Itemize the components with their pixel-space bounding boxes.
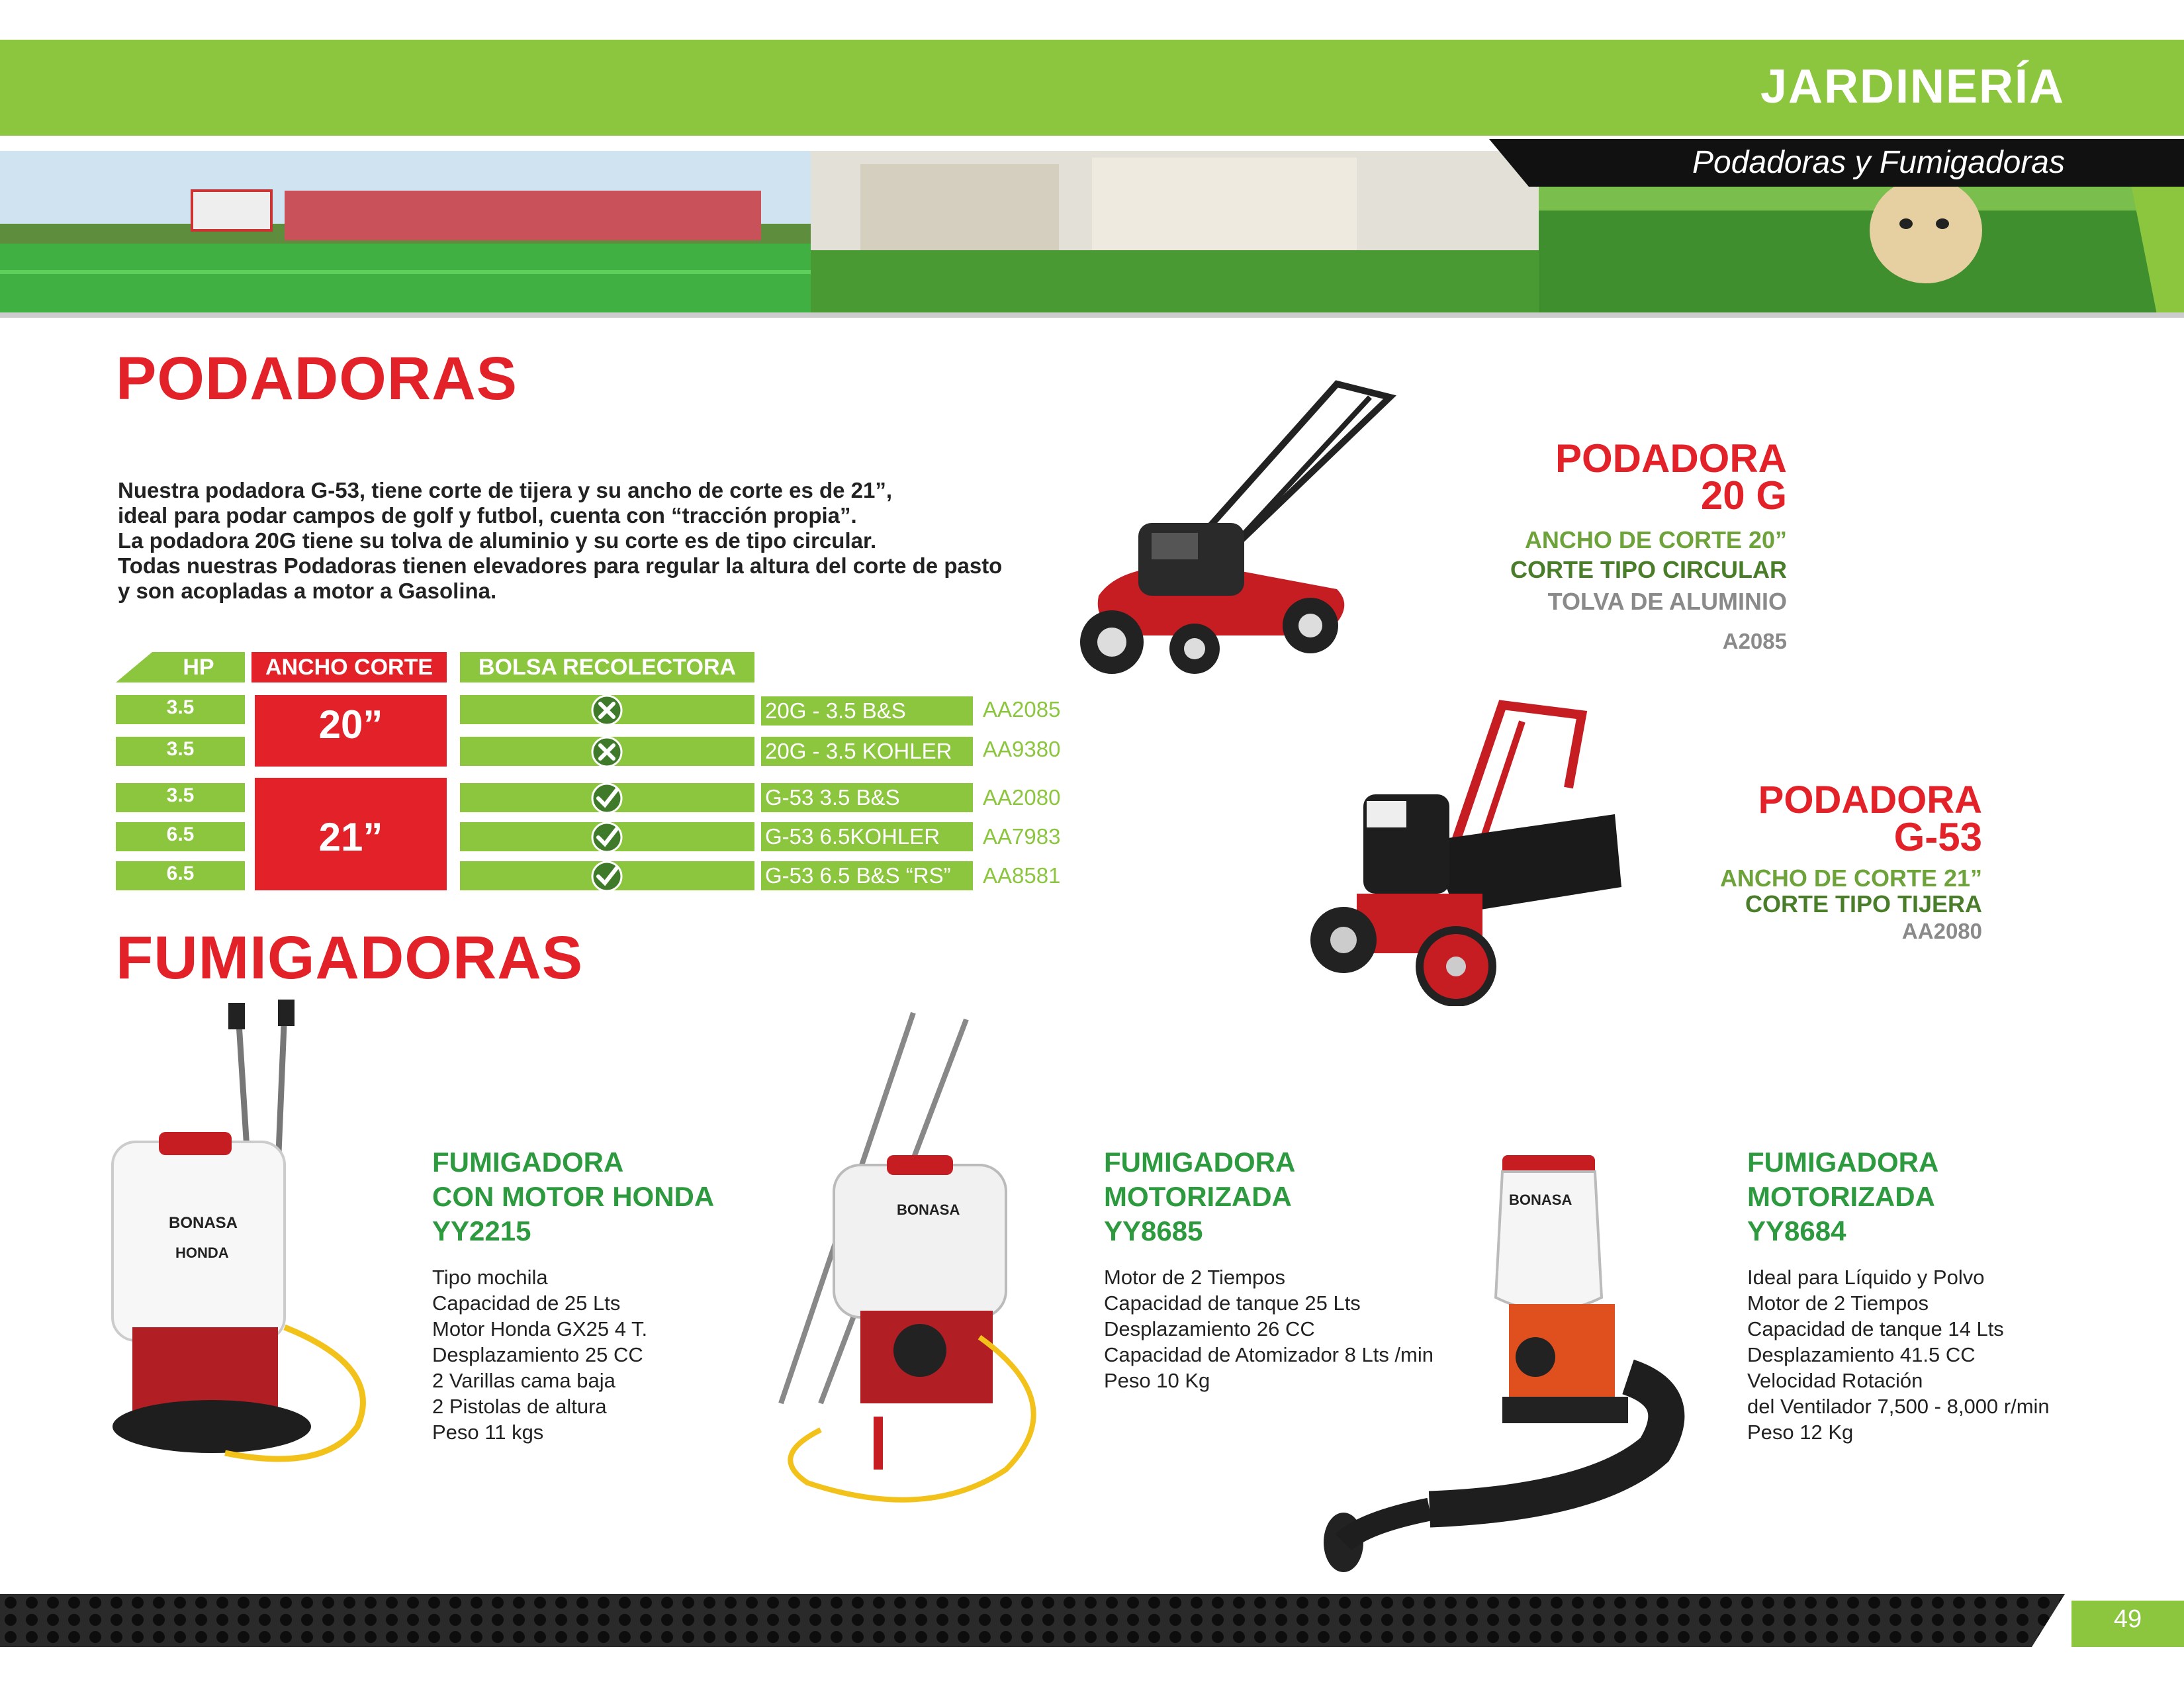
table-cell-code: AA2080 [983, 785, 1061, 810]
spec-line: Peso 11 kgs [432, 1421, 544, 1444]
brand-label: HONDA [175, 1244, 229, 1261]
table-cell-model: 20G - 3.5 KOHLER [761, 737, 973, 766]
page-number: 49 [2113, 1605, 2142, 1633]
table-header-width: ANCHO CORTE [251, 652, 447, 682]
spec-line: Ideal para Líquido y Polvo [1747, 1266, 1985, 1289]
table-cell-model: G-53 6.5KOHLER [761, 822, 973, 851]
product-code: YY8684 [1747, 1215, 1846, 1246]
brand-label: BONASA [1509, 1192, 1572, 1208]
product-title: PODADORA [1555, 436, 1787, 481]
table-cell-hp: 3.5 [116, 695, 245, 724]
spec-line: Motor Honda GX25 4 T. [432, 1317, 648, 1340]
spec-line: Capacidad de 25 Lts [432, 1291, 621, 1315]
table-cell-code: AA2085 [983, 697, 1061, 722]
intro-line: Todas nuestras Podadoras tienen elevadores para regular la altura del corte de pasto [118, 553, 1003, 578]
product-code: A2085 [1722, 629, 1787, 653]
spec-line: 2 Varillas cama baja [432, 1369, 615, 1392]
section-title: JARDINERÍA [1760, 60, 2065, 113]
sprayer-atomizer-image [1310, 1132, 1707, 1589]
spec-line: Desplazamiento 25 CC [432, 1343, 643, 1366]
check-icon [590, 782, 623, 815]
product-title [1747, 1145, 1938, 1248]
product-code: YY8685 [1104, 1215, 1203, 1246]
spec-line: Capacidad de Atomizador 8 Lts /min [1104, 1343, 1433, 1366]
table-cell-hp: 6.5 [116, 861, 245, 890]
table-cell-width: 20” [255, 695, 447, 767]
mower-g53-image [1304, 695, 1635, 1006]
product-specs [1747, 1264, 2050, 1445]
product-spec: CORTE TIPO TIJERA [1745, 890, 1982, 917]
table-cell-model: G-53 3.5 B&S [761, 783, 973, 812]
spec-line: Motor de 2 Tiempos [1747, 1291, 1929, 1315]
spec-line: Capacidad de tanque 14 Lts [1747, 1317, 2004, 1340]
product-title [432, 1145, 714, 1248]
brand-label: BONASA [169, 1214, 238, 1232]
spec-line: del Ventilador 7,500 - 8,000 r/min [1747, 1395, 2050, 1418]
spec-line: Tipo mochila [432, 1266, 548, 1289]
table-cell-width: 21” [255, 778, 447, 890]
product-spec: CORTE TIPO CIRCULAR [1510, 556, 1787, 583]
product-spec: TOLVA DE ALUMINIO [1547, 588, 1787, 615]
section-subtitle: Podadoras y Fumigadoras [1692, 145, 2065, 180]
spec-line: 2 Pistolas de altura [432, 1395, 607, 1418]
table-cell-code: AA9380 [983, 737, 1061, 761]
table-cell-hp: 6.5 [116, 822, 245, 851]
product-title-line: FUMIGADORA [432, 1147, 624, 1178]
table-cell-model: G-53 6.5 B&S “RS” [761, 861, 973, 890]
check-icon [590, 821, 623, 854]
product-title: PODADORA [1758, 778, 1982, 821]
product-spec: ANCHO DE CORTE 21” [1719, 865, 1982, 892]
intro-line: y son acopladas a motor a Gasolina. [118, 579, 497, 603]
product-model: G-53 [1893, 815, 1982, 859]
table-cell-hp: 3.5 [116, 783, 245, 812]
cross-icon [590, 694, 623, 727]
product-model: 20 G [1700, 473, 1787, 518]
fumigadoras-heading: FUMIGADORAS [116, 924, 584, 992]
footer-bar [0, 1594, 2065, 1647]
table-cell-model: 20G - 3.5 B&S [761, 696, 973, 726]
table-header-hp: HP [183, 655, 214, 680]
product-title-line: FUMIGADORA [1104, 1147, 1296, 1178]
table-cell-code: AA7983 [983, 824, 1061, 849]
podadoras-heading: PODADORAS [116, 345, 518, 412]
sprayer-honda-image [106, 996, 384, 1473]
product-title-line: CON MOTOR HONDA [432, 1181, 715, 1212]
spec-line: Capacidad de tanque 25 Lts [1104, 1291, 1361, 1315]
table-cell-hp: 3.5 [116, 737, 245, 766]
cross-icon [590, 735, 623, 769]
spec-line: Desplazamiento 26 CC [1104, 1317, 1315, 1340]
table-header-bag: BOLSA RECOLECTORA [460, 652, 754, 682]
table-cell-code: AA8581 [983, 863, 1061, 888]
mower-20g-image [1059, 371, 1476, 675]
product-title-line: FUMIGADORA [1747, 1147, 1939, 1178]
spec-line: Desplazamiento 41.5 CC [1747, 1343, 1976, 1366]
brand-label: BONASA [897, 1201, 960, 1218]
product-specs [432, 1264, 647, 1445]
intro-line: ideal para podar campos de golf y futbol, cuenta con “tracción propia”. [118, 503, 857, 528]
product-code: AA2080 [1901, 919, 1982, 943]
product-code: YY2215 [432, 1215, 531, 1246]
product-title-line: MOTORIZADA [1104, 1181, 1292, 1212]
product-spec: ANCHO DE CORTE 20” [1524, 526, 1787, 553]
podadoras-intro [118, 478, 1044, 604]
sprayer-motorizada-image [728, 1006, 1072, 1536]
spec-line: Motor de 2 Tiempos [1104, 1266, 1285, 1289]
spec-line: Peso 12 Kg [1747, 1421, 1854, 1444]
product-title [1104, 1145, 1295, 1248]
spec-line: Peso 10 Kg [1104, 1369, 1210, 1392]
product-title-line: MOTORIZADA [1747, 1181, 1935, 1212]
spec-line: Velocidad Rotación [1747, 1369, 1923, 1392]
intro-line: Nuestra podadora G-53, tiene corte de tijera y su ancho de corte es de 21”, [118, 478, 893, 502]
intro-line: La podadora 20G tiene su tolva de aluminio y su corte es de tipo circular. [118, 528, 877, 553]
check-icon [590, 860, 623, 893]
